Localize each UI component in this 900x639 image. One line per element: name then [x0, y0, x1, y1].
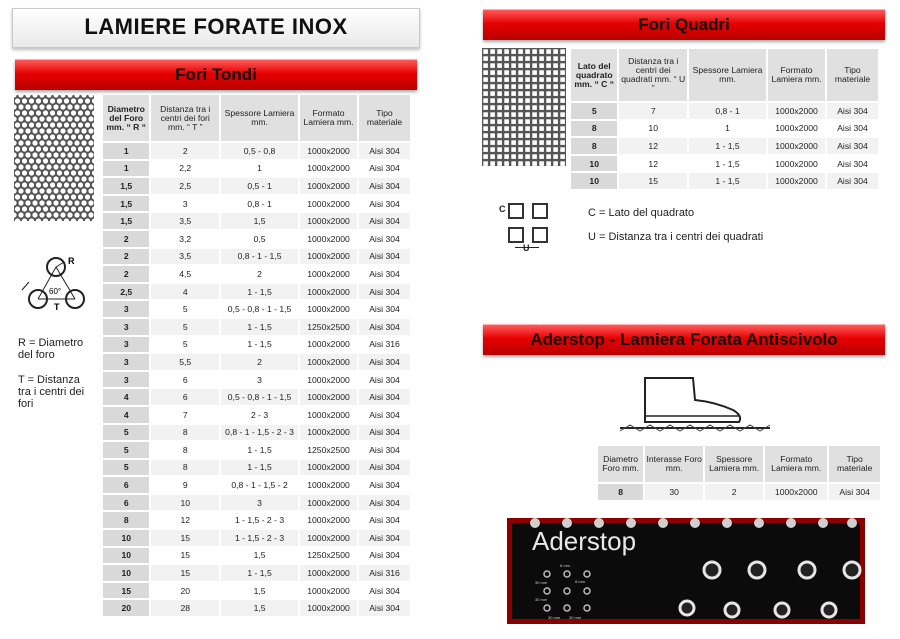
cell-key: 3	[103, 372, 149, 388]
cell-material: Aisi 304	[837, 123, 868, 134]
cell-format: 1000x2000	[307, 374, 350, 385]
cell-material: Aisi 304	[369, 233, 400, 244]
cell-distance: 2,2	[179, 163, 192, 174]
cell-key: 4	[103, 389, 149, 405]
pitch-diagram-svg	[18, 252, 98, 312]
cell-key: 10	[571, 156, 617, 172]
dim-label: 30 mm	[569, 615, 582, 620]
cell-format: 1000x2000	[768, 138, 825, 154]
cell-thickness: 1 - 1,5	[715, 158, 740, 169]
note-r-definition: R = Diametro del foro	[18, 337, 84, 361]
cell-thickness: 0,5 - 0,8	[221, 143, 298, 159]
cell-material: Aisi 304	[359, 354, 410, 370]
cell-pitch: 30	[645, 484, 703, 500]
table-row	[571, 138, 878, 154]
cell-key: 1,5	[103, 196, 149, 212]
cell-thickness: 2	[257, 268, 262, 279]
cell-distance: 6	[151, 389, 219, 405]
cell-key: 10	[103, 548, 149, 564]
dim-label: 30 mm	[548, 615, 561, 620]
cell-thickness: 1 - 1,5 - 2 - 3	[221, 530, 298, 546]
cell-distance: 8	[182, 444, 188, 455]
cell-material: Aisi 304	[369, 304, 400, 315]
table-row	[103, 301, 410, 317]
cell-material: Aisi 304	[359, 249, 410, 265]
dim-label: 8 mm	[575, 579, 585, 584]
col-header-distance: Distanza tra i centri dei quadrati mm. “ U ”	[619, 49, 687, 101]
col-header-side: Lato del quadrato mm. “ C “	[571, 49, 617, 101]
cell-distance: 5,5	[151, 354, 219, 370]
page-title: LAMIERE FORATE INOX	[12, 8, 420, 48]
cell-key: 2,5	[103, 284, 149, 300]
table-row	[103, 178, 410, 194]
cell-format: 1000x2000	[300, 600, 357, 616]
cell-material: Aisi 304	[827, 173, 878, 189]
table-row	[103, 266, 410, 282]
cell-distance: 15	[151, 530, 219, 546]
col-header-diameter: Diametro del Foro mm. “ R “	[103, 95, 149, 141]
cell-key: 6	[103, 495, 149, 511]
cell-distance: 4	[151, 284, 219, 300]
cell-distance: 9	[182, 480, 188, 491]
cell-thickness: 0,8 - 1 - 1,5 - 2	[231, 480, 288, 491]
cell-thickness: 1,5	[221, 600, 298, 616]
aderstop-table	[596, 444, 882, 502]
col-header-format: Formato Lamiera mm.	[765, 446, 827, 482]
col-header-format: Formato Lamiera mm.	[768, 49, 825, 101]
table-row	[103, 548, 410, 564]
cell-distance: 12	[648, 158, 658, 169]
cell-format: 1000x2000	[307, 198, 350, 209]
note-t-definition: T = Distanza tra i centri dei fori	[18, 374, 85, 410]
cell-distance: 28	[151, 600, 219, 616]
cell-format: 1000x2000	[300, 354, 357, 370]
cell-key: 1	[103, 143, 149, 159]
cell-material: Aisi 304	[359, 284, 410, 300]
cell-thickness: 1 - 1,5 - 2 - 3	[234, 515, 285, 526]
table-row	[103, 319, 410, 335]
table-row	[103, 337, 410, 353]
cell-material: Aisi 304	[359, 600, 410, 616]
cell-format: 1250x2500	[300, 319, 357, 335]
cell-material: Aisi 304	[369, 515, 400, 526]
cell-material: Aisi 304	[369, 268, 400, 279]
cell-thickness: 2 - 3	[250, 409, 269, 420]
table-row	[571, 173, 878, 189]
legend-c-definition: C = Lato del quadrato	[588, 207, 695, 219]
cell-material: Aisi 304	[827, 103, 878, 119]
table-row	[103, 407, 410, 423]
cell-key: 6	[103, 477, 149, 493]
cell-thickness: 0,5 - 0,8 - 1 - 1,5	[221, 389, 298, 405]
table-row	[103, 460, 410, 476]
cell-format: 1000x2000	[307, 339, 350, 350]
col-header-format: Formato Lamiera mm.	[300, 95, 357, 141]
cell-distance: 10	[151, 495, 219, 511]
dim-label: 30 mm	[535, 580, 548, 585]
cell-distance: 5	[182, 339, 188, 350]
cell-material: Aisi 304	[359, 495, 410, 511]
cell-thickness: 2	[705, 484, 763, 500]
diagram-square	[532, 203, 548, 219]
cell-material: Aisi 304	[359, 425, 410, 441]
cell-format: 1000x2000	[300, 565, 357, 581]
diagram-label-angle: 60°	[49, 287, 62, 296]
cell-distance: 8	[151, 425, 219, 441]
diagram-label-r: R	[68, 256, 75, 266]
cell-format: 1000x2000	[307, 409, 350, 420]
diagram-square	[532, 227, 548, 243]
cell-thickness: 1 - 1,5	[689, 173, 766, 189]
cell-key: 2	[103, 249, 149, 265]
cell-key: 8	[571, 138, 617, 154]
cell-format: 1000x2000	[307, 585, 350, 596]
aderstop-photo	[507, 518, 865, 624]
table-row	[103, 600, 410, 616]
cell-material: Aisi 304	[369, 550, 400, 561]
cell-format: 1000x2000	[768, 173, 825, 189]
cell-thickness: 0,5	[253, 233, 266, 244]
cell-key: 1	[103, 161, 149, 177]
cell-key: 3	[103, 354, 149, 370]
cell-material: Aisi 316	[369, 339, 400, 350]
cell-format: 1000x2000	[300, 425, 357, 441]
cell-format: 1000x2000	[775, 123, 818, 134]
shoe-on-plate-illustration	[615, 372, 775, 434]
table-row	[103, 249, 410, 265]
cell-key: 1,5	[103, 213, 149, 229]
table-row	[103, 161, 410, 177]
cell-distance: 12	[180, 515, 191, 526]
cell-material: Aisi 304	[359, 143, 410, 159]
cell-key: 3	[103, 337, 149, 353]
cell-distance: 2,5	[151, 178, 219, 194]
table-row	[598, 484, 880, 500]
cell-key: 2	[103, 231, 149, 247]
cell-format: 1000x2000	[300, 460, 357, 476]
cell-format: 1250x2500	[307, 550, 350, 561]
cell-material: Aisi 304	[359, 389, 410, 405]
col-header-thickness: Spessore Lamiera mm.	[689, 49, 766, 101]
cell-key: 8	[103, 512, 149, 528]
cell-material: Aisi 304	[359, 460, 410, 476]
round-holes-table	[101, 93, 412, 618]
cell-format: 1000x2000	[300, 284, 357, 300]
cell-distance: 20	[180, 585, 191, 596]
shoe-svg	[615, 372, 775, 434]
cell-thickness: 1 - 1,5	[221, 460, 298, 476]
cell-material: Aisi 304	[359, 530, 410, 546]
cell-format: 1000x2000	[300, 249, 357, 265]
diagram-square	[508, 203, 524, 219]
aderstop-banner: Aderstop - Lamiera Forata Antiscivolo	[483, 324, 885, 355]
cell-material: Aisi 304	[369, 585, 400, 596]
round-hole-pitch-diagram	[18, 252, 98, 312]
cell-material: Aisi 316	[359, 565, 410, 581]
round-perforated-sheet-svg	[14, 95, 94, 221]
cell-key: 5	[103, 442, 149, 458]
table-row	[103, 354, 410, 370]
table-row	[103, 425, 410, 441]
cell-thickness: 0,8 - 1	[247, 198, 272, 209]
legend-u-definition: U = Distanza tra i centri dei quadrati	[588, 231, 764, 243]
cell-distance: 7	[182, 409, 188, 420]
cell-material: Aisi 304	[829, 484, 880, 500]
table-row	[103, 565, 410, 581]
round-holes-banner: Fori Tondi	[15, 59, 417, 90]
cell-format: 1000x2000	[307, 268, 350, 279]
cell-material: Aisi 304	[369, 163, 400, 174]
table-row	[103, 372, 410, 388]
table-row	[103, 143, 410, 159]
cell-distance: 7	[619, 103, 687, 119]
table-header-row	[103, 95, 410, 141]
table-row	[103, 231, 410, 247]
col-header-material: Tipo materiale	[829, 446, 880, 482]
col-header-thickness: Spessore Lamiera mm.	[221, 95, 298, 141]
table-row	[103, 530, 410, 546]
cell-thickness: 1,5	[253, 585, 266, 596]
cell-material: Aisi 304	[369, 444, 400, 455]
square-hole-diagram	[496, 200, 556, 256]
cell-key: 10	[571, 173, 617, 189]
cell-format: 1000x2000	[307, 163, 350, 174]
cell-key: 5	[103, 460, 149, 476]
aderstop-photo-label: Aderstop	[532, 526, 637, 556]
cell-format: 1000x2000	[775, 158, 818, 169]
cell-thickness: 1 - 1,5	[247, 339, 272, 350]
cell-thickness: 3	[257, 374, 262, 385]
cell-format: 1000x2000	[307, 515, 350, 526]
cell-distance: 3,2	[179, 233, 192, 244]
cell-key: 2	[103, 266, 149, 282]
table-row	[571, 103, 878, 119]
dim-label: 30 mm	[535, 597, 548, 602]
table-row	[571, 156, 878, 172]
cell-thickness: 1 - 1,5	[247, 444, 272, 455]
cell-material: Aisi 304	[369, 480, 400, 491]
cell-key: 15	[103, 583, 149, 599]
cell-thickness: 1	[257, 163, 262, 174]
square-holes-table	[569, 47, 880, 191]
table-row	[103, 389, 410, 405]
cell-distance: 3,5	[151, 213, 219, 229]
cell-thickness: 0,5 - 0,8 - 1 - 1,5	[227, 304, 292, 315]
cell-distance: 4,5	[179, 268, 192, 279]
cell-material: Aisi 304	[359, 213, 410, 229]
table-row	[103, 495, 410, 511]
cell-material: Aisi 304	[369, 409, 400, 420]
cell-distance: 12	[619, 138, 687, 154]
diagram-label-c: C	[499, 204, 506, 214]
cell-format: 1000x2000	[300, 143, 357, 159]
cell-material: Aisi 304	[837, 158, 868, 169]
cell-distance: 10	[648, 123, 658, 134]
table-row	[103, 477, 410, 493]
cell-distance: 3,5	[151, 249, 219, 265]
cell-format: 1000x2000	[300, 213, 357, 229]
cell-thickness: 0,8 - 1 - 1,5	[221, 249, 298, 265]
square-perforated-sheet-image	[482, 48, 566, 166]
cell-material: Aisi 304	[359, 178, 410, 194]
cell-diameter: 8	[598, 484, 643, 500]
cell-distance: 15	[151, 565, 219, 581]
cell-thickness: 1,5	[221, 213, 298, 229]
cell-format: 1000x2000	[300, 178, 357, 194]
diagram-label-u: U	[523, 243, 530, 253]
col-header-pitch: Interasse Foro mm.	[645, 446, 703, 482]
cell-format: 1000x2000	[300, 495, 357, 511]
cell-key: 8	[571, 121, 617, 137]
cell-format: 1000x2000	[768, 103, 825, 119]
table-row	[103, 284, 410, 300]
cell-thickness: 2	[221, 354, 298, 370]
cell-key: 3	[103, 319, 149, 335]
cell-distance: 5	[182, 304, 188, 315]
cell-key: 5	[571, 103, 617, 119]
table-header-row	[571, 49, 878, 101]
cell-format: 1250x2500	[307, 444, 350, 455]
cell-thickness: 1	[725, 123, 730, 134]
cell-material: Aisi 304	[369, 374, 400, 385]
cell-material: Aisi 304	[369, 198, 400, 209]
cell-thickness: 1 - 1,5	[221, 284, 298, 300]
square-perforated-sheet-svg	[482, 48, 566, 166]
cell-distance: 2	[151, 143, 219, 159]
cell-key: 10	[103, 565, 149, 581]
col-header-distance: Distanza tra i centri dei fori mm. “ T ”	[151, 95, 219, 141]
cell-thickness: 0,8 - 1	[689, 103, 766, 119]
cell-distance: 3	[182, 198, 188, 209]
table-row	[103, 196, 410, 212]
dim-label: 8 mm	[560, 563, 570, 568]
cell-thickness: 0,8 - 1 - 1,5 - 2 - 3	[221, 425, 298, 441]
cell-key: 1,5	[103, 178, 149, 194]
cell-distance: 15	[619, 173, 687, 189]
cell-distance: 15	[180, 550, 191, 561]
col-header-thickness: Spessore Lamiera mm.	[705, 446, 763, 482]
cell-thickness: 1 - 1,5	[221, 565, 298, 581]
square-holes-banner: Fori Quadri	[483, 9, 885, 40]
col-header-diameter: Diametro Foro mm.	[598, 446, 643, 482]
diagram-label-t: T	[54, 302, 60, 312]
cell-distance: 5	[151, 319, 219, 335]
diagram-square	[508, 227, 524, 243]
aderstop-photo-svg	[507, 518, 865, 624]
cell-key: 4	[103, 407, 149, 423]
cell-material: Aisi 304	[827, 138, 878, 154]
col-header-material: Tipo materiale	[827, 49, 878, 101]
cell-thickness: 1,5	[253, 550, 266, 561]
cell-material: Aisi 304	[359, 319, 410, 335]
cell-thickness: 3	[221, 495, 298, 511]
cell-thickness: 1 - 1,5	[221, 319, 298, 335]
cell-key: 10	[103, 530, 149, 546]
cell-distance: 8	[151, 460, 219, 476]
table-row	[103, 213, 410, 229]
cell-format: 1000x2000	[307, 233, 350, 244]
table-header-row	[598, 446, 880, 482]
cell-key: 20	[103, 600, 149, 616]
cell-format: 1000x2000	[307, 480, 350, 491]
table-row	[103, 583, 410, 599]
cell-format: 1000x2000	[300, 530, 357, 546]
round-perforated-sheet-image	[14, 95, 94, 221]
cell-thickness: 0,5 - 1	[221, 178, 298, 194]
table-row	[571, 121, 878, 137]
table-row	[103, 512, 410, 528]
cell-format: 1000x2000	[307, 304, 350, 315]
cell-format: 1000x2000	[765, 484, 827, 500]
cell-key: 3	[103, 301, 149, 317]
table-row	[103, 442, 410, 458]
cell-distance: 6	[182, 374, 188, 385]
cell-key: 5	[103, 425, 149, 441]
cell-format: 1000x2000	[300, 389, 357, 405]
col-header-material: Tipo materiale	[359, 95, 410, 141]
cell-thickness: 1 - 1,5	[689, 138, 766, 154]
